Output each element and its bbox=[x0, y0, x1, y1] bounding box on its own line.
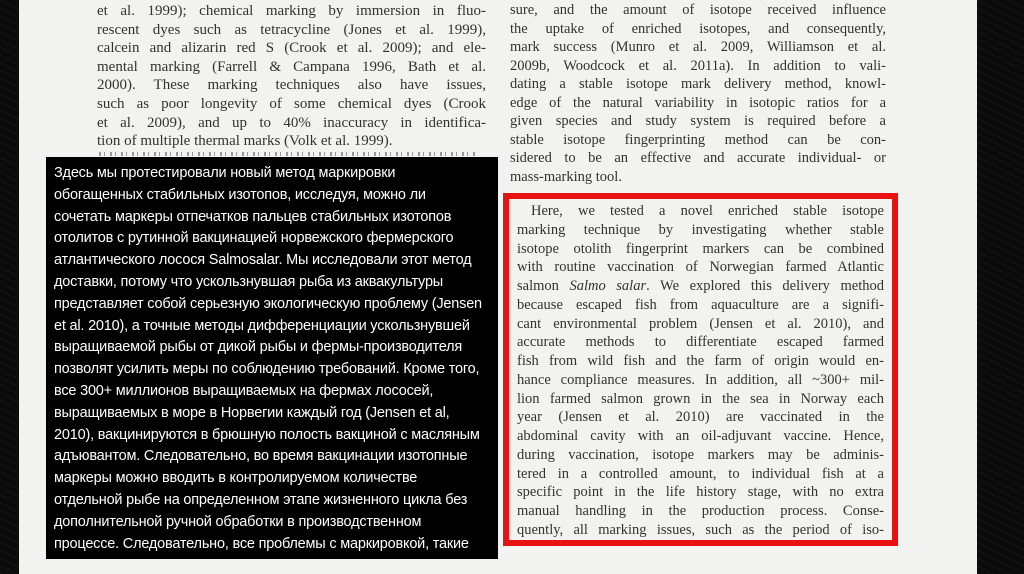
text-line: процессе. Следовательно, все проблемы с маркировкой, такие bbox=[54, 535, 469, 552]
text-line: such as poor longevity of some chemical dyes (Crook bbox=[97, 95, 486, 112]
text-line: the uptake of enriched isotopes, and consequently, bbox=[510, 20, 886, 37]
right-letterbox-bar bbox=[977, 0, 1024, 574]
text-line: дополнительной ручной обработки в производственном bbox=[54, 513, 422, 530]
text-line: отдельной рыбе на определенном этапе жизненного цикла без bbox=[54, 491, 468, 508]
text-line: 2010), вакцинируются в брюшную полость вакциной с масляным bbox=[54, 426, 480, 443]
text-line: fish from wild fish and the farm of origin would en- bbox=[517, 353, 884, 369]
text-line: sidered to be an effective and accurate individual- or bbox=[510, 150, 886, 167]
text-line: отолитов с рутинной вакцинацией норвежского фермерского bbox=[54, 230, 454, 247]
text-line: позволят усилить меры по соблюдению требований. Кроме того, bbox=[54, 361, 480, 378]
text-line: выращиваемой рыбы от дикой рыбы и фермы-производителя bbox=[54, 339, 463, 356]
text-line: все 300+ миллионов выращиваемых на фермах лососей, bbox=[54, 382, 434, 399]
left-column-text bbox=[97, 2, 486, 151]
text-line: during vaccination, isotope markers may be adminis- bbox=[517, 446, 884, 463]
text-line: адъювантом. Следовательно, во время вакцинации изотопные bbox=[54, 448, 468, 465]
text-line: обогащенных стабильных изотопов, исследуя, можно ли bbox=[54, 186, 426, 203]
text-line: 2000). These marking techniques also have issues, bbox=[97, 77, 486, 94]
left-letterbox-bar bbox=[0, 0, 19, 574]
text-line: lion farmed salmon grown in the sea in Norway each bbox=[517, 390, 884, 407]
text-line: hance compliance measures. In addition, all ~300+ mil- bbox=[517, 371, 884, 388]
text-line: salmon Salmo salar. We explored this delivery method bbox=[517, 278, 884, 294]
text-line: et al. 2009), and up to 40% inaccuracy in identifica- bbox=[97, 114, 486, 131]
text-line: et al. 2010), а точные методы дифференциации ускользнувшей bbox=[54, 317, 470, 334]
text-line: accurate methods to differentiate escaped farmed bbox=[517, 334, 884, 351]
red-highlight-box[interactable] bbox=[503, 193, 898, 546]
paper-page bbox=[19, 0, 977, 574]
text-line: маркеры можно вводить в контролируемом количестве bbox=[54, 470, 418, 487]
text-line: tered in a controlled amount, to individual fish at a bbox=[517, 465, 884, 482]
text-line: sure, and the amount of isotope received influence bbox=[510, 2, 886, 18]
text-line: stable isotope fingerprinting method can be con- bbox=[510, 131, 886, 148]
text-line: 2009b, Woodcock et al. 2011a). In addition to vali- bbox=[510, 57, 886, 74]
text-line: manual handling in the production process. Conse- bbox=[517, 503, 884, 519]
text-line: et al. 1999); chemical marking by immersion in fluo- bbox=[97, 3, 486, 19]
translation-tooltip-overlay[interactable] bbox=[46, 157, 498, 559]
text-line: атлантического лосося Salmosalar. Мы исследовали этот метод bbox=[54, 252, 472, 269]
text-line: Here, we tested a novel enriched stable isotope bbox=[531, 203, 884, 219]
text-line: because escaped fish from aquaculture are a signifi- bbox=[517, 296, 884, 313]
text-line: cant environmental problem (Jensen et al. 2010), and bbox=[517, 315, 884, 332]
text-line: Здесь мы протестировали новый метод маркировки bbox=[54, 165, 396, 181]
text-line: given species and study system is required before a bbox=[510, 113, 886, 130]
right-column-text bbox=[510, 1, 886, 186]
text-line: specific point in the life history stage, with no extra bbox=[517, 484, 884, 501]
text-line: mass-marking tool. bbox=[510, 168, 622, 185]
text-line: представляет собой серьезную экологическую проблему (Jensen bbox=[54, 295, 482, 312]
text-line: abdominal cavity with an oil-adjuvant vaccine. Hence, bbox=[517, 428, 884, 444]
text-line: edge of the natural variability in isotopic ratios for a bbox=[510, 94, 886, 111]
text-line: calcein and alizarin red S (Crook et al. 2009); and ele- bbox=[97, 40, 486, 57]
text-line: dating a stable isotope mark delivery method, knowl- bbox=[510, 76, 886, 93]
text-line: сочетать маркеры отпечатков пальцев стабильных изотопов bbox=[54, 208, 452, 225]
italic-species-name: Salmo salar bbox=[569, 278, 647, 294]
text-line: mark success (Munro et al. 2009, Williamson et al. bbox=[510, 39, 886, 56]
text-line: quently, all marking issues, such as the period of iso- bbox=[517, 521, 884, 538]
text-line: mental marking (Farrell & Campana 1996, Bath et al. bbox=[97, 58, 486, 75]
text-line: выращиваемых в море в Норвегии каждый год (Jensen et al, bbox=[54, 404, 450, 421]
clipped-text-line bbox=[99, 151, 477, 156]
text-line: with routine vaccination of Norwegian farmed Atlantic bbox=[517, 259, 884, 276]
text-line: marking technique by investigating whether stable bbox=[517, 221, 884, 238]
text-line: year (Jensen et al. 2010) are vaccinated in the bbox=[517, 409, 884, 426]
text-line: isotope otolith fingerprint markers can be combined bbox=[517, 240, 884, 257]
text-line: tion of multiple thermal marks (Volk et al. 1999). bbox=[97, 133, 393, 150]
text-line: доставки, потому что ускользнувшая рыба из аквакультуры bbox=[54, 273, 444, 290]
text-line: rescent dyes such as tetracycline (Jones et al. 1999), bbox=[97, 21, 486, 38]
